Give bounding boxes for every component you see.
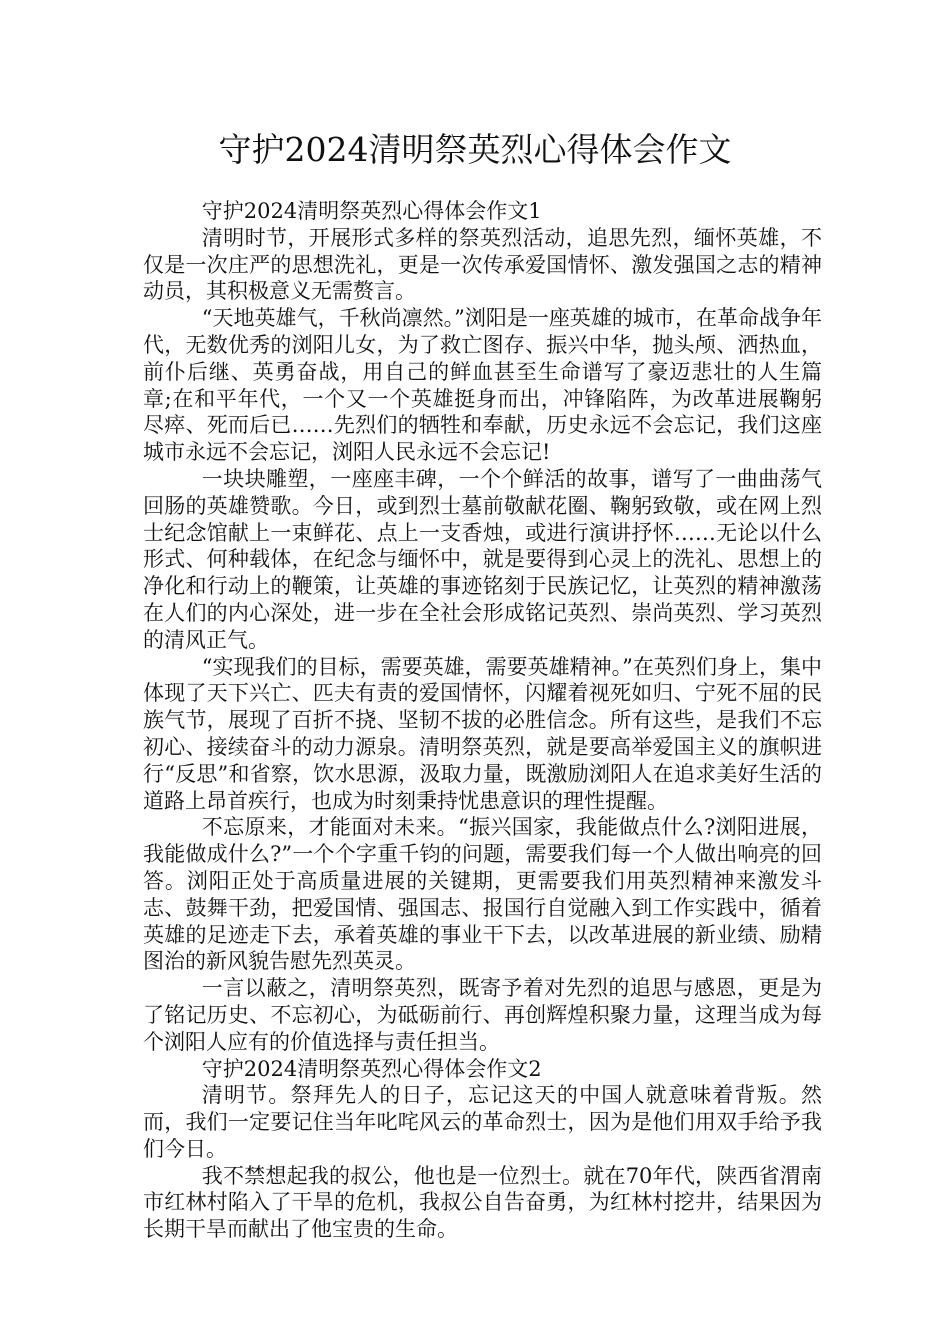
document-title: 守护2024清明祭英烈心得体会作文: [218, 130, 732, 169]
paragraph: 一块块雕塑，一座座丰碑，一个个鲜活的故事，谱写了一曲曲荡气回肠的英雄赞歌。今日，或到烈士墓前敬献花圈、鞠躬致敬，或在网上烈士纪念馆献上一束鲜花、点上一支香烛，或进行演讲抒怀……无论以什么形式、何种载体，在纪念与缅怀中，就是要得到心灵上的洗礼、思想上的净化和行动上的鞭策，让英雄的事迹铭刻于民族记忆，让英烈的精神激荡在人们的内心深处，进一步在全社会形成铭记英烈、崇尚英烈、学习英烈的清风正气。: [143, 466, 822, 652]
document-body: [143, 198, 822, 1243]
paragraph: 不忘原来，才能面对未来。“振兴国家，我能做点什么?浏阳进展，我能做成什么?”一个个字重千钧的问题，需要我们每一个人做出响亮的回答。浏阳正处于高质量进展的关键期，更需要我们用英烈精神来激发斗志、鼓舞干劲，把爱国情、强国志、报国行自觉融入到工作实践中，循着英雄的足迹走下去，承着英雄的事业干下去，以改革进展的新业绩、励精图治的新风貌告慰先烈英灵。: [143, 815, 822, 974]
paragraph: 一言以蔽之，清明祭英烈，既寄予着对先烈的追思与感恩，更是为了铭记历史、不忘初心，为砥砺前行、再创辉煌积聚力量，这理当成为每个浏阳人应有的价值选择与责任担当。: [143, 976, 822, 1054]
paragraph: “天地英雄气，千秋尚凛然。”浏阳是一座英雄的城市，在革命战争年代，无数优秀的浏阳儿女，为了救亡图存、振兴中华，抛头颅、洒热血，前仆后继、英勇奋战，用自己的鲜血甚至生命谱写了豪迈悲壮的人生篇章;在和平年代，一个又一个英雄挺身而出，冲锋陷阵，为改革进展鞠躬尽瘁、死而后已……先烈们的牺牲和奉献，历史永远不会忘记，我们这座城市永远不会忘记，浏阳人民永远不会忘记!: [143, 306, 822, 465]
paragraph: 清明时节，开展形式多样的祭英烈活动，追思先烈，缅怀英雄，不仅是一次庄严的思想洗礼，更是一次传承爱国情怀、激发强国之志的精神动员，其积极意义无需赘言。: [143, 225, 822, 304]
paragraph: 清明节。祭拜先人的日子，忘记这天的中国人就意味着背叛。然而，我们一定要记住当年叱咤风云的革命烈士，因为是他们用双手给予我们今日。: [143, 1083, 822, 1161]
section-heading-1: 守护2024清明祭英烈心得体会作文1: [201, 199, 542, 223]
paragraph: 我不禁想起我的叔公，他也是一位烈士。就在70年代，陕西省渭南市红林村陷入了干旱的危机，我叔公自告奋勇，为红林村挖井，结果因为长期干旱而献出了他宝贵的生命。: [143, 1163, 822, 1242]
paragraph: “实现我们的目标，需要英雄，需要英雄精神。”在英烈们身上，集中体现了天下兴亡、匹夫有责的爱国情怀，闪耀着视死如归、宁死不屈的民族气节，展现了百折不挠、坚韧不拔的必胜信念。所有这些，是我们不忘初心、接续奋斗的动力源泉。清明祭英烈，就是要高举爱国主义的旗帜进行“反思”和省察，饮水思源，汲取力量，既激励浏阳人在追求美好生活的道路上昂首疾行，也成为时刻秉持忧患意识的理性提醒。: [143, 654, 822, 813]
section-heading-2: 守护2024清明祭英烈心得体会作文2: [201, 1056, 542, 1081]
